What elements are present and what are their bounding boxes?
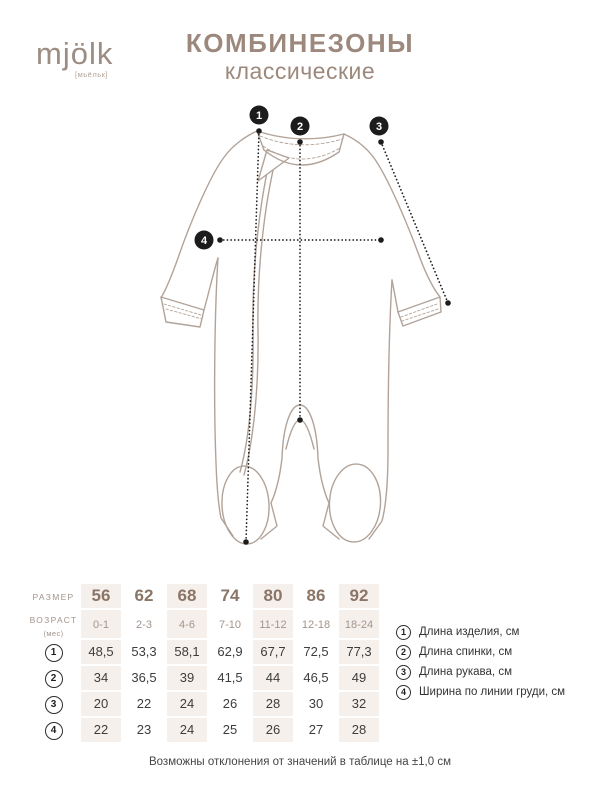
row-number-badge: 4 [45,722,63,740]
marker-1 [250,106,269,125]
size-cell: 56 [91,586,111,605]
age-cell: 12-18 [301,619,331,631]
svg-text:4: 4 [200,235,208,247]
age-cell: 11-12 [259,619,287,631]
value-cell: 20 [93,696,109,711]
legend-label: Длина рукава, см [419,666,512,678]
value-cell: 30 [308,696,324,711]
garment-diagram [140,95,470,595]
value-cell: 34 [93,670,109,685]
value-cell: 58,1 [174,644,200,659]
legend-number-badge: 4 [396,685,411,700]
value-cell: 62,9 [217,644,243,659]
age-cell: 2-3 [136,619,152,631]
legend-number-badge: 2 [396,645,411,660]
size-row-label: РАЗМЕР [32,592,75,602]
legend-item [396,642,565,662]
value-cell: 72,5 [303,644,329,659]
value-cell: 27 [308,722,324,737]
size-table [26,582,382,744]
value-cell: 36,5 [131,670,157,685]
svg-text:3: 3 [375,121,383,133]
garment-outline [161,131,441,545]
measure-line-3 [381,142,448,303]
marker-2 [291,117,310,136]
age-cell: 18-24 [344,619,374,631]
svg-text:2: 2 [296,121,304,133]
legend-item [396,682,565,702]
row-number-badge: 3 [45,696,63,714]
legend-label: Длина спинки, см [419,646,513,658]
brand-logo-text: mjölk [36,36,114,71]
value-cell: 49 [351,670,367,685]
legend-label: Длина изделия, см [419,626,520,638]
age-cell: 0-1 [93,619,109,631]
table-row [29,692,379,716]
table-row [29,666,379,690]
size-cell: 86 [306,586,326,605]
size-cell: 68 [177,586,197,605]
value-cell: 67,7 [260,644,286,659]
legend-item [396,662,565,682]
brand-logo-transcription: [мьёльк] [75,70,108,79]
table-row [29,640,379,664]
row-number-badge: 1 [45,644,63,662]
age-row [29,610,379,638]
value-cell: 25 [222,722,238,737]
age-cell: 7-10 [218,619,242,631]
size-cell: 74 [220,586,240,605]
value-cell: 22 [93,722,109,737]
tolerance-note: Возможны отклонения от значений в таблице на ±1,0 см [149,756,451,768]
marker-4 [195,231,214,250]
legend-number-badge: 3 [396,665,411,680]
marker-3 [370,117,389,136]
value-cell: 22 [136,696,152,711]
size-cell: 62 [134,586,154,605]
size-cell: 80 [263,586,283,605]
legend-item [396,622,565,642]
table-row [29,718,379,742]
value-cell: 28 [265,696,281,711]
size-row [29,584,379,608]
legend-number-badge: 1 [396,625,411,640]
value-cell: 32 [351,696,367,711]
size-cell: 92 [349,586,369,605]
value-cell: 39 [179,670,195,685]
value-cell: 46,5 [303,670,329,685]
value-cell: 41,5 [217,670,243,685]
measurement-lines [220,131,448,542]
value-cell: 23 [136,722,152,737]
page-title: КОМБИНЕЗОНЫ [185,28,415,58]
page-header [0,29,600,84]
svg-text:1: 1 [255,110,263,122]
value-cell: 26 [222,696,238,711]
value-cell: 28 [351,722,367,737]
row-number-badge: 2 [45,670,63,688]
value-cell: 24 [179,696,195,711]
value-cell: 53,3 [131,644,157,659]
value-cell: 44 [265,670,281,685]
value-cell: 26 [265,722,281,737]
value-cell: 77,3 [346,644,372,659]
value-cell: 24 [179,722,195,737]
value-cell: 48,5 [88,644,114,659]
legend-label: Ширина по линии груди, см [419,686,566,698]
age-row-label: ВОЗРАСТ (мес) [29,615,78,638]
measurement-legend [396,622,565,702]
page-subtitle: классические [224,57,376,84]
age-cell: 4-6 [179,619,195,631]
